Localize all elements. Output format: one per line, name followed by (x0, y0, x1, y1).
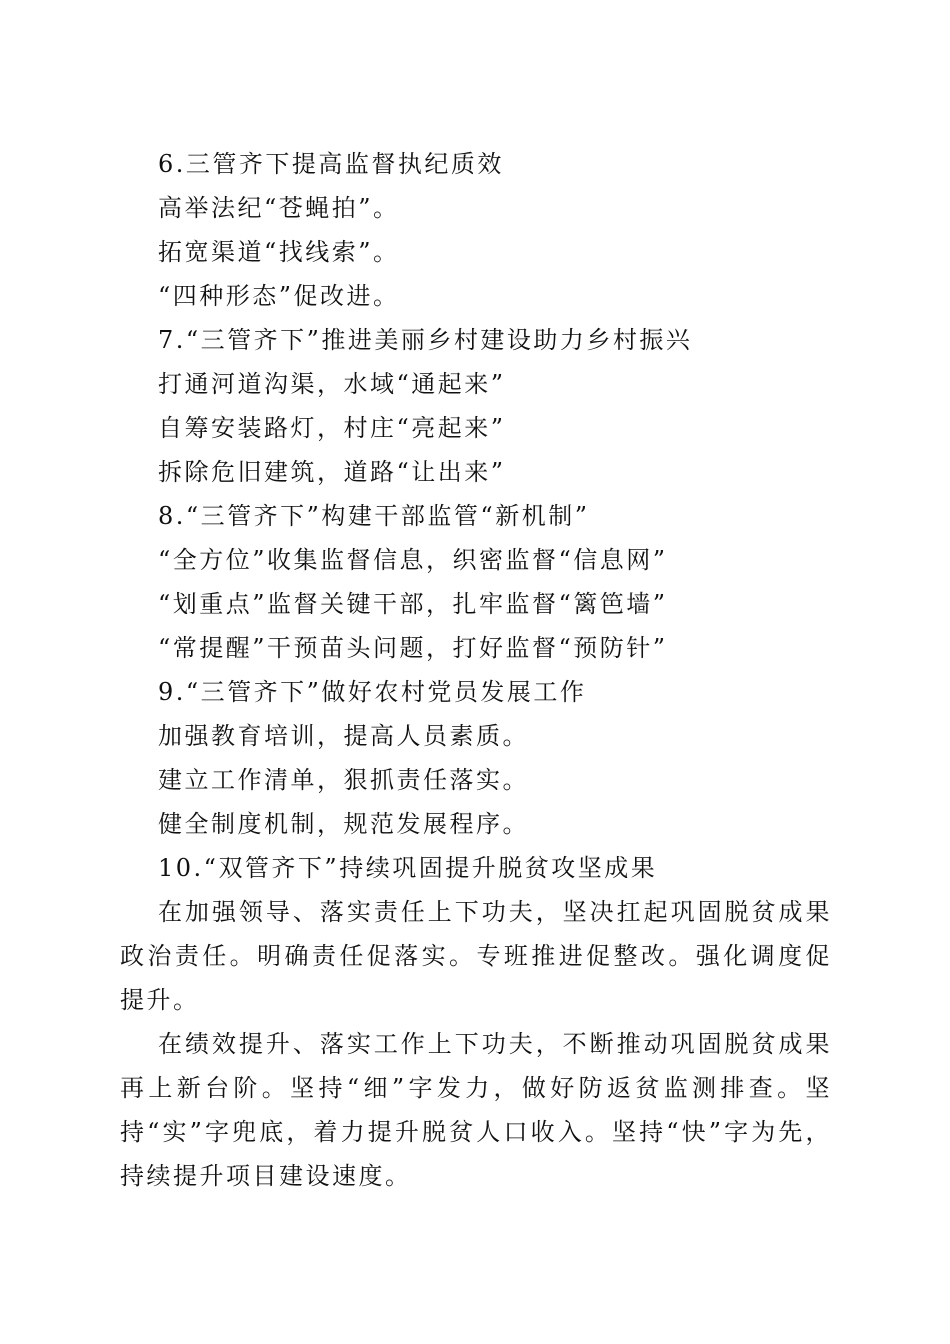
heading-item-9: 9.“三管齐下”做好农村党员发展工作 (158, 678, 587, 706)
list-item: 拓宽渠道“找线索”。 (158, 238, 400, 266)
heading-item-10: 10.“双管齐下”持续巩固提升脱贫攻坚成果 (158, 854, 658, 882)
list-item: 健全制度机制，规范发展程序。 (158, 810, 529, 838)
heading-item-6: 6.三管齐下提高监督执纪质效 (158, 150, 504, 178)
list-item: “四种形态”促改进。 (158, 282, 400, 310)
document-body (120, 142, 832, 1198)
heading-item-8: 8.“三管齐下”构建干部监管“新机制” (158, 502, 590, 530)
list-item: “全方位”收集监督信息，织密监督“信息网” (158, 546, 668, 574)
list-item: 拆除危旧建筑，道路“让出来” (158, 458, 506, 486)
list-item: 打通河道沟渠，水域“通起来” (158, 370, 506, 398)
body-paragraph: 在绩效提升、落实工作上下功夫，不断推动巩固脱贫成果再上新台阶。坚持“细”字发力，做好防返贫监测排查。坚持“实”字兜底，着力提升脱贫人口收入。坚持“快”字为先，持续提升项目建设速度。 (120, 1030, 832, 1190)
list-item: 加强教育培训，提高人员素质。 (158, 722, 529, 750)
list-item: 建立工作清单，狠抓责任落实。 (158, 766, 529, 794)
list-item: 自筹安装路灯，村庄“亮起来” (158, 414, 506, 442)
list-item: 高举法纪“苍蝇拍”。 (158, 194, 400, 222)
list-item: “划重点”监督关键干部，扎牢监督“篱笆墙” (158, 590, 668, 618)
body-paragraph: 在加强领导、落实责任上下功夫，坚决扛起巩固脱贫成果政治责任。明确责任促落实。专班推进促整改。强化调度促提升。 (120, 898, 832, 1014)
list-item: “常提醒”干预苗头问题，打好监督“预防针” (158, 634, 668, 662)
heading-item-7: 7.“三管齐下”推进美丽乡村建设助力乡村振兴 (158, 326, 693, 354)
